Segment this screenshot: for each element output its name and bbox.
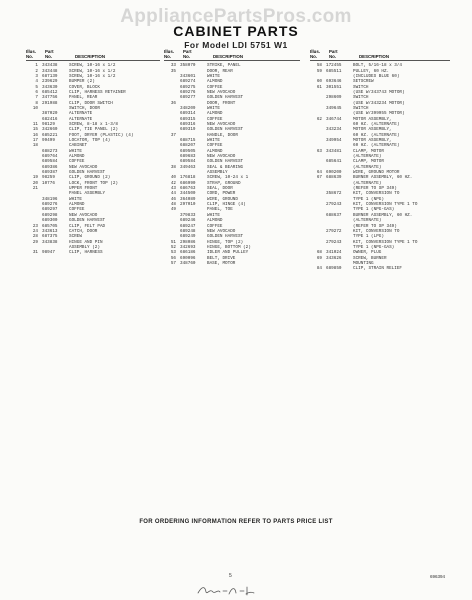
description-header: DESCRIPTION	[359, 53, 390, 59]
illus-number: 46	[170, 196, 176, 202]
part-description: BASE, MOTOR	[207, 260, 236, 266]
part-description: LOCATOR, TOP (4)	[69, 138, 111, 143]
part-description: ALMOND	[69, 202, 85, 208]
part-description: CORD, POWER	[207, 191, 236, 197]
illus-number: 1	[35, 63, 38, 69]
part-description: CLIP, HARNESS	[69, 250, 103, 256]
part-description: MOTOR ASSEMBLY,	[353, 127, 392, 133]
part-description: CATCH, DOOR	[69, 228, 98, 234]
page-title: CABINET PARTS	[173, 23, 299, 39]
illus-number: 63	[316, 148, 322, 154]
part-description: MOUNTING	[353, 260, 374, 266]
part-number: 685705	[42, 223, 58, 229]
part-number: 10776	[42, 180, 55, 186]
description-header: DESCRIPTION	[75, 53, 106, 59]
illus-number: 68	[316, 250, 322, 256]
part-description: SWITCH	[353, 95, 369, 101]
part-description: NEW AVOCADO	[69, 164, 98, 170]
illus-number: 59	[316, 68, 322, 74]
part-description: BOLT, 5/16-18 x 3/4	[353, 63, 402, 69]
illus-header: Illus.	[164, 49, 175, 54]
illus-number: 43	[170, 186, 176, 192]
illus-number: 40	[170, 175, 176, 181]
illus-header: Illus.	[310, 49, 321, 54]
part-number: 687375	[42, 234, 58, 240]
part-number: 685412	[42, 89, 58, 95]
column-header-line2	[310, 55, 450, 62]
part-number: 347756	[42, 95, 58, 101]
illus-number: 64	[316, 170, 322, 176]
part-description: IDLER AND PULLEY	[207, 250, 249, 256]
part-number: 689276	[42, 202, 58, 208]
part-description: LOCK, FRONT TOP (2)	[69, 180, 118, 186]
description-header: DESCRIPTION	[213, 53, 244, 59]
part-number: 379833	[180, 212, 196, 218]
no-header: No.	[329, 53, 337, 59]
part-number: 689584	[180, 159, 196, 165]
part-number: 343630	[42, 84, 58, 90]
illus-number: 17	[32, 138, 38, 143]
illus-number: 18	[32, 143, 38, 149]
part-description: BUMPER (2)	[69, 79, 95, 85]
part-number: 343613	[42, 228, 58, 234]
part-number: 689249	[180, 234, 196, 240]
illus-number: 42	[170, 180, 176, 186]
part-number: 689505	[180, 148, 196, 154]
part-number: 348760	[180, 260, 196, 266]
illus-number: 57	[170, 260, 176, 266]
part-description: ALMOND	[69, 154, 85, 160]
part-description: STRIKE, PANEL	[207, 63, 241, 69]
part-number: 686186	[180, 250, 196, 256]
illus-number: 36	[170, 100, 176, 106]
part-number: 689297	[42, 207, 58, 213]
document-number: 696394	[429, 574, 445, 579]
illus-number: 84	[316, 266, 322, 272]
part-description: CABINET	[69, 143, 88, 149]
part-description: PANEL, TOE	[207, 207, 233, 213]
handwritten-signature	[196, 583, 256, 597]
part-number: 358070	[180, 63, 196, 69]
part-description: TYPE 1 (NPG-GAS)	[353, 244, 395, 250]
part-description: WHITE	[69, 196, 82, 202]
part-description: COFFEE	[69, 207, 85, 213]
part-description: KIT, CONVERSION TYPE 1 TO	[353, 202, 418, 208]
part-header: Part	[45, 49, 54, 54]
part-number: 172455	[326, 63, 342, 69]
part-description: COFFEE	[69, 159, 85, 165]
illus-number: 53	[170, 250, 176, 256]
part-description: WIRE, GROUND MOTOR	[353, 170, 400, 176]
part-description: GOLDEN HARVEST	[207, 159, 244, 165]
illus-number: 11	[32, 121, 38, 127]
part-description: OWNER, PLUG	[353, 250, 382, 256]
part-description: KIT, CONVERSION TO	[353, 228, 400, 234]
part-description: ASSEMBLY (2)	[69, 244, 100, 250]
no-header: No.	[310, 53, 318, 59]
part-description: BELT, DRIVE	[207, 255, 236, 261]
part-description: (USE W/343743 MOTOR)	[353, 89, 405, 95]
part-number: 688639	[326, 175, 342, 181]
part-description: CLIP, FELT PAD	[69, 223, 106, 229]
illus-number: 69	[316, 255, 322, 261]
illus-number: 52	[170, 244, 176, 250]
part-number: 689276	[180, 89, 196, 95]
part-description: (ALTERNATE)	[353, 180, 382, 186]
part-description: (ALTERNATE)	[353, 164, 382, 170]
illus-number: 15	[32, 127, 38, 133]
part-description: WHITE	[207, 73, 220, 79]
part-description: SWITCH	[353, 84, 369, 90]
part-number: 346744	[326, 116, 342, 122]
part-description: ALTERNATE	[69, 116, 93, 122]
part-number: 689314	[180, 111, 196, 117]
part-description: PULLEY, 60 HZ.	[353, 68, 390, 74]
no-header: No.	[164, 53, 172, 59]
illus-number: 51	[170, 239, 176, 245]
part-number: 689315	[180, 116, 196, 122]
part-number: 279243	[326, 239, 342, 245]
part-header: Part	[183, 49, 192, 54]
no-header: No.	[183, 53, 191, 59]
part-description: FOOT, DRYER (PLASTIC) (4)	[69, 132, 134, 138]
part-description: SETSCREW	[353, 79, 374, 85]
illus-number: 67	[316, 175, 322, 181]
part-number: 348196	[42, 196, 58, 202]
part-description: ASSEMBLY	[207, 170, 228, 176]
part-description: WHITE	[207, 138, 220, 143]
part-number: 343438	[42, 63, 58, 69]
part-description: SCREW, 10-16 x 1/2	[69, 63, 116, 69]
part-description: SWITCH, DOOR	[69, 105, 100, 111]
part-number: 176818	[180, 175, 196, 181]
part-number: 689386	[42, 164, 58, 170]
illus-number: 29	[32, 239, 38, 245]
illus-number: 37	[170, 132, 176, 138]
illus-number: 21	[32, 186, 38, 192]
column-header-line2	[164, 55, 300, 62]
part-number: 343626	[326, 255, 342, 261]
watermark: AppliancePartsPros.com	[120, 6, 352, 27]
part-description: TYPE 1 (NPG)	[353, 196, 384, 202]
illus-number: 20	[32, 180, 38, 186]
part-description: COFFEE	[207, 143, 223, 149]
part-number: 349954	[326, 138, 342, 143]
model-subtitle: For Model LDI 5751 W1	[184, 40, 288, 50]
part-description: HANDLE, DOOR	[207, 132, 238, 138]
part-number: 689316	[180, 121, 196, 127]
part-description: CLIP, TIE PANEL (2)	[69, 127, 118, 133]
part-description: WHITE	[207, 212, 220, 218]
illus-number: 3	[35, 73, 38, 79]
part-description: CLIP, GROUND (2)	[69, 175, 111, 181]
part-description: (ALTERNATE)	[353, 218, 382, 224]
part-description: NEW AVOCADO	[207, 228, 236, 234]
part-number: 342660	[42, 127, 58, 133]
part-number: 298086	[180, 239, 196, 245]
illus-number: 56	[170, 255, 176, 261]
part-number: 279243	[326, 202, 342, 208]
part-description: SCREW, 8-18 x 1-3/8	[69, 121, 118, 127]
no-header: No.	[45, 53, 53, 59]
part-number: 358672	[326, 191, 342, 197]
part-number: 343481	[326, 148, 342, 154]
part-number: 686763	[180, 186, 196, 192]
part-number: 685221	[42, 132, 58, 138]
parts-column-1	[26, 50, 160, 256]
part-number: 682416	[42, 116, 58, 122]
part-number: 688637	[326, 212, 342, 218]
illus-number: 8	[35, 100, 38, 106]
parts-column-3	[310, 50, 450, 272]
part-description: GOLDEN HARVEST	[207, 127, 244, 133]
part-description: WIRE, GROUND	[207, 196, 238, 202]
part-description: MOTOR ASSEMBLY,	[353, 138, 392, 143]
part-number: 343838	[42, 239, 58, 245]
part-number: 342693	[180, 244, 196, 250]
part-number: 341024	[326, 250, 342, 256]
part-number: 98259	[42, 175, 55, 181]
illus-number: 10	[32, 105, 38, 111]
illus-number: 7	[35, 95, 38, 101]
part-number: 343601	[180, 73, 196, 79]
part-number: 685511	[326, 68, 342, 74]
part-number: 297010	[180, 202, 196, 208]
part-number: 291988	[42, 100, 58, 106]
part-description: ALMOND	[207, 111, 223, 117]
part-number: 686990	[180, 180, 196, 186]
part-description: (USE W/343234 MOTOR)	[353, 100, 405, 106]
part-description: CLIP, STRAIN RELIEF	[353, 266, 402, 272]
part-description: UPPER FRONT	[69, 186, 98, 192]
part-description: HINGE AND PIN	[69, 239, 103, 245]
part-number: 689247	[180, 223, 196, 229]
part-number: 98129	[42, 121, 55, 127]
illus-number: 31	[32, 250, 38, 256]
part-description: HINGE, BOTTOM (2)	[207, 244, 251, 250]
part-description: 60 HZ. (ALTERNATE)	[353, 132, 400, 138]
part-description: SEAL & BEARING	[207, 164, 244, 170]
illus-header: Illus.	[26, 49, 37, 54]
part-number: 689246	[180, 218, 196, 224]
part-description: COFFEE	[207, 116, 223, 122]
illus-number: 35	[170, 68, 176, 74]
part-description: SWITCH	[353, 105, 369, 111]
illus-number: 44	[170, 191, 176, 197]
part-description: TYPE 1 (NPG-GAS)	[353, 207, 395, 213]
part-number: 387020	[42, 111, 58, 117]
part-description: SCREW	[69, 234, 82, 240]
part-number: 689275	[180, 84, 196, 90]
part-description: BURNER ASSEMBLY, 60 HZ.	[353, 175, 413, 181]
part-description: GOLDEN HARVEST	[69, 218, 106, 224]
part-number: 689277	[180, 95, 196, 101]
part-number: 239629	[42, 79, 58, 85]
part-number: 689319	[180, 127, 196, 133]
part-description: HINGE, TOP (2)	[207, 239, 244, 245]
part-number: 689387	[42, 170, 58, 176]
part-description: CLAMP, MOTOR	[353, 159, 384, 165]
part-number: 298609	[326, 95, 342, 101]
part-number: 689248	[180, 228, 196, 234]
part-description: KIT, CONVERSION TO	[353, 191, 400, 197]
illus-number: 24	[32, 228, 38, 234]
part-number: 688715	[180, 138, 196, 143]
part-number: 343234	[326, 127, 342, 133]
illus-number: 58	[316, 63, 322, 69]
part-header: Part	[329, 49, 338, 54]
part-description: SCREW, BURNER	[353, 255, 387, 261]
part-description: DOOR, FRONT	[207, 100, 236, 106]
part-description: MOTOR ASSEMBLY,	[353, 116, 392, 122]
part-description: GOLDEN HARVEST	[207, 234, 244, 240]
part-description: SCREW, 10-16 x 1/2	[69, 68, 116, 74]
part-description: COFFEE	[207, 84, 223, 90]
part-description: WHITE	[207, 105, 220, 111]
part-number: 685641	[326, 159, 342, 165]
illus-number: 62	[316, 116, 322, 122]
part-description: ALMOND	[207, 218, 223, 224]
illus-number: 33	[170, 63, 176, 69]
part-number: 688273	[42, 148, 58, 154]
part-number: 688207	[180, 143, 196, 149]
part-number: 344500	[180, 191, 196, 197]
part-description: TYPE 1 (LPG)	[353, 234, 384, 240]
part-description: (USE W/399955 MOTOR)	[353, 111, 405, 117]
part-number: 689298	[42, 212, 58, 218]
illus-number: 19	[32, 175, 38, 181]
part-description: (ALTERNATE)	[353, 154, 382, 160]
part-description: GOLDEN HARVEST	[207, 95, 244, 101]
part-number: 693646	[326, 79, 342, 85]
page-number: 5	[229, 573, 232, 579]
part-description: SCREW, 10-16 x 1/2	[69, 73, 116, 79]
part-description: NEW AVOCADO	[69, 212, 98, 218]
illus-number: 2	[35, 68, 38, 74]
parts-row	[26, 250, 160, 255]
part-number: 690200	[326, 170, 342, 176]
column-header-line2	[26, 55, 160, 62]
part-description: KIT, CONVERSION TYPE 1 TO	[353, 239, 418, 245]
part-description: DOOR, REAR	[207, 68, 233, 74]
part-number: 364089	[180, 196, 196, 202]
part-number: 279272	[326, 228, 342, 234]
part-description: ALTERNATE	[69, 111, 93, 117]
illus-number: 38	[170, 164, 176, 170]
no-header: No.	[26, 53, 34, 59]
part-number: 689584	[42, 159, 58, 165]
part-description: ALMOND	[207, 79, 223, 85]
part-description: PANEL, REAR	[69, 95, 98, 101]
parts-row	[310, 266, 450, 271]
illus-number: 5	[35, 84, 38, 90]
part-number: 687139	[42, 73, 58, 79]
part-number: 689274	[180, 79, 196, 85]
illus-number: 4	[35, 79, 38, 85]
illus-number: 23	[32, 223, 38, 229]
part-description: NEW AVOCADO	[207, 121, 236, 127]
part-description: NEW AVOCADO	[207, 89, 236, 95]
part-number: 689764	[42, 154, 58, 160]
part-number: 689683	[180, 154, 196, 160]
illus-number: 48	[170, 202, 176, 208]
part-description: STRAP, GROUND	[207, 180, 241, 186]
part-number: 99499	[42, 138, 55, 143]
ordering-info-footer: FOR ORDERING INFORMATION REFER TO PARTS PRICE LIST	[139, 519, 333, 525]
part-description: CLIP, HARNESS RETAINER	[69, 89, 126, 95]
part-number: 349645	[326, 105, 342, 111]
part-description: GOLDEN HARVEST	[69, 170, 106, 176]
part-description: WHITE	[69, 148, 82, 154]
part-description: COVER, BLOCK	[69, 84, 100, 90]
part-description: COFFEE	[207, 223, 223, 229]
part-description: SEAL, DOOR	[207, 186, 233, 192]
parts-column-2	[164, 50, 300, 266]
illus-number: 61	[316, 84, 322, 90]
illus-number: 6	[35, 89, 38, 95]
part-number: 349463	[180, 164, 196, 170]
part-number: 689850	[326, 266, 342, 272]
part-description: CLAMP, MOTOR	[353, 148, 384, 154]
part-description: (REFER TO SP 349)	[353, 186, 397, 192]
illus-number: 16	[32, 132, 38, 138]
part-description: 60 HZ. (ALTERNATE)	[353, 143, 400, 149]
part-description: PANEL ASSEMBLY	[69, 191, 106, 197]
parts-row	[164, 261, 300, 266]
illus-number: 28	[32, 234, 38, 240]
part-number: 348209	[180, 105, 196, 111]
part-description: SCREW, 10-24 x 1	[207, 175, 249, 181]
part-description: 60 HZ. (ALTERNATE)	[353, 121, 400, 127]
part-number: 689300	[42, 218, 58, 224]
part-description: ALMOND	[207, 148, 223, 154]
part-description: BURNER ASSEMBLY, 60 HZ.	[353, 212, 413, 218]
part-number: 343448	[42, 68, 58, 74]
part-description: CLIP, DOOR SWITCH	[69, 100, 113, 106]
part-number: 301551	[326, 84, 342, 90]
illus-number: 60	[316, 79, 322, 85]
part-description: (INCLUDES BLUE 60)	[353, 73, 400, 79]
part-number: 690096	[180, 255, 196, 261]
part-number: 98947	[42, 250, 55, 256]
illus-number: 49	[170, 207, 176, 213]
part-description: NEW AVOCADO	[207, 154, 236, 160]
part-description: (REFER TO SP 349)	[353, 223, 397, 229]
part-description: CLIP, HINGE (4)	[207, 202, 246, 208]
